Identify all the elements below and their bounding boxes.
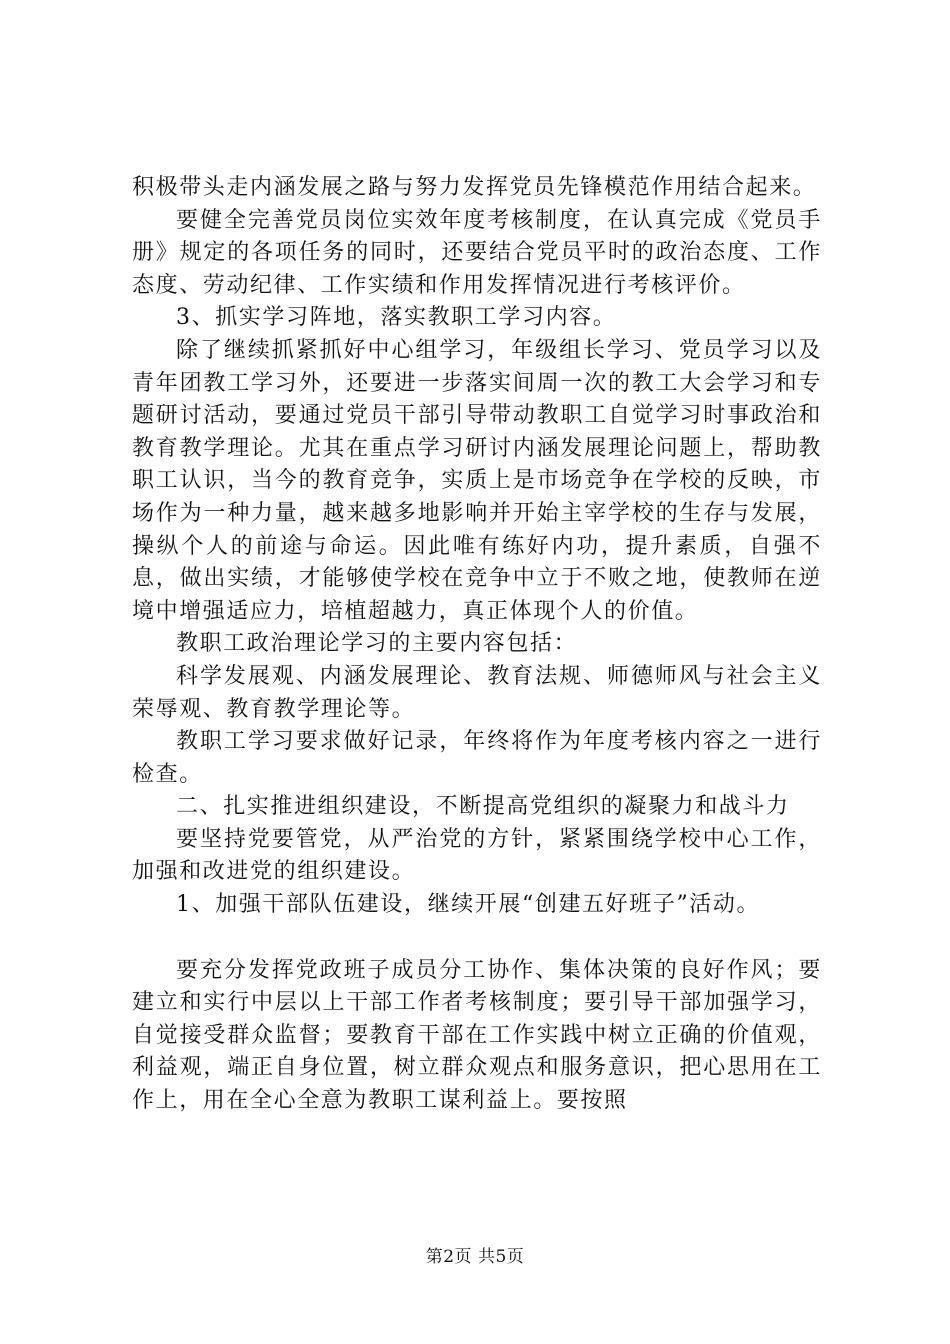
paragraph-5: 教职工政治理论学习的主要内容包括： [176, 631, 578, 657]
paragraph-6: 科学发展观、内涵发展理论、教育法规、师德师风与社会主义荣辱观、教育教学理论等。 [132, 663, 822, 722]
document-body [132, 172, 822, 1118]
paragraph-11: 要充分发挥党政班子成员分工协作、集体决策的良好作风；要建立和实行中层以上干部工作者考核制度；要引导干部加强学习，自觉接受群众监督；要教育干部在工作实践中树立正确的价值观，利益观，端正自身位置，树立群众观点和服务意识，把心思用在工作上，用在全心全意为教职工谋利益上。要按照 [132, 957, 822, 1114]
page-number-footer: 第2页 共5页 [425, 1247, 525, 1267]
paragraph-2: 要健全完善党员岗位实效年度考核制度，在认真完成《党员手册》规定的各项任务的同时，还要结合党员平时的政治态度、工作态度、劳动纪律、工作实绩和作用发挥情况进行考核评价。 [132, 207, 822, 298]
paragraph-4: 除了继续抓紧抓好中心组学习，年级组长学习、党员学习以及青年团教工学习外，还要进一步落实间周一次的教工大会学习和专题研讨活动，要通过党员干部引导带动教职工自觉学习时事政治和教育教学理论。尤其在重点学习研讨内涵发展理论问题上，帮助教职工认识，当今的教育竞争，实质上是市场竞争在学校的反映，市场作为一种力量，越来越多地影响并开始主宰学校的生存与发展，操纵个人的前途与命运。因此唯有练好内功，提升素质，自强不息，做出实绩，才能够使学校在竞争中立于不败之地，使教师在逆境中增强适应力，培植超越力，真正体现个人的价值。 [132, 337, 822, 624]
paragraph-gap [132, 922, 822, 955]
paragraph-8: 二、扎实推进组织建设，不断提高党组织的凝聚力和战斗力 [176, 794, 790, 820]
paragraph-1: 积极带头走内涵发展之路与努力发挥党员先锋模范作用结合起来。 [132, 175, 817, 200]
paragraph-10: 1、加强干部队伍建设，继续开展“创建五好班子”活动。 [176, 892, 761, 918]
paragraph-7: 教职工学习要求做好记录，年终将作为年度考核内容之一进行检查。 [132, 729, 822, 787]
paragraph-9: 要坚持党要管党，从严治党的方针，紧紧围绕学校中心工作，加强和改进党的组织建设。 [132, 826, 822, 885]
paragraph-3: 3、抓实学习阵地，落实教职工学习内容。 [176, 305, 617, 331]
